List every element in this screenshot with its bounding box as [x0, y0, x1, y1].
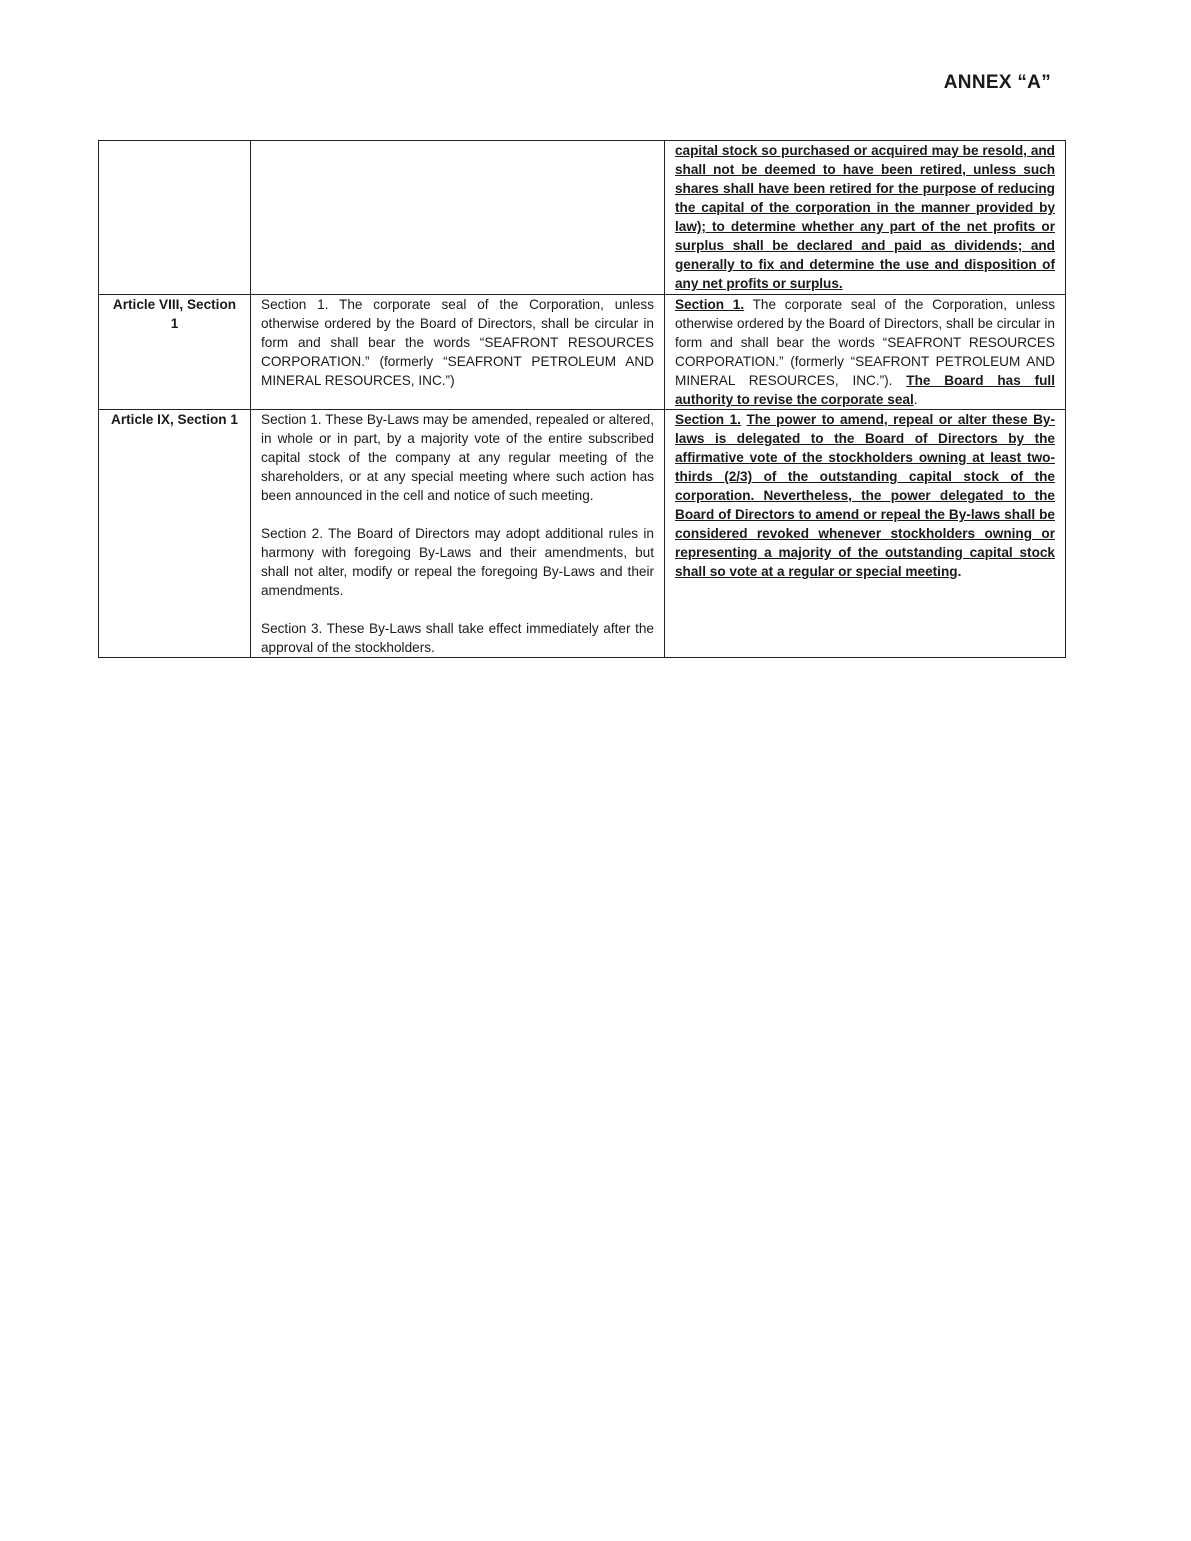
amended-text-bold: The Board has full authority to revise the corporate seal — [675, 373, 1055, 407]
table-row — [99, 410, 1066, 658]
section-heading: Section 1. — [675, 412, 741, 427]
amended-text-tail: . — [957, 564, 962, 579]
original-text-cell — [251, 410, 665, 658]
article-label-cell — [99, 141, 251, 295]
amended-text-bold: The power to amend, repeal or alter these By-laws is delegated to the Board of Directors by the affirmative vote of the stockholders owning at least two-thirds (2/3) of the outstanding capital stock of the corporation. Nevertheless, the power delegated to the Board of Directors to amend or repeal the By-laws shall be considered revoked whenever stockholders owning or representing a majority of the outstanding capital stock shall so vote at a regular or special meeting — [675, 412, 1056, 579]
article-label-cell: Article IX, Section 1 — [99, 410, 251, 658]
original-text-cell: Section 1. The corporate seal of the Corporation, unless otherwise ordered by the Board of Directors, shall be circular in form and shall bear the words “SEAFRONT RESOURCES CORPORATION.” (formerly “SEAFRONT PETROLEUM AND MINERAL RESOURCES, INC.”) — [251, 295, 665, 410]
amendment-table — [98, 140, 1066, 658]
amended-text-cell — [665, 410, 1066, 658]
table-row — [99, 295, 1066, 410]
amended-text-cell — [665, 141, 1066, 295]
amended-text-tail: . — [913, 392, 918, 407]
section-paragraph: Section 2. The Board of Directors may adopt additional rules in harmony with foregoing By-Laws and their amendments, but shall not alter, modify or repeal the foregoing By-Laws and their amendments. — [261, 526, 654, 598]
amended-text-bold: capital stock so purchased or acquired may be resold, and shall not be deemed to have been retired, unless such shares shall have been retired for the purpose of reducing the capital of the corporation in the manner provided by law); to determine whether any part of the net profits or surplus shall be declared and paid as dividends; and generally to fix and determine the use and disposition of any net profits or surplus. — [675, 143, 1055, 291]
amended-text-cell — [665, 295, 1066, 410]
section-paragraph: Section 3. These By-Laws shall take effect immediately after the approval of the stockholders. — [261, 621, 654, 655]
article-label-cell: Article VIII, Section 1 — [99, 295, 251, 410]
section-heading: Section 1. — [675, 297, 745, 312]
table-row — [99, 141, 1066, 295]
section-paragraph: Section 1. These By-Laws may be amended, repealed or altered, in whole or in part, by a majority vote of the entire subscribed capital stock of the company at any regular meeting of the shareholders, or at any special meeting where such action has been announced in the cell and notice of such meeting. — [261, 412, 654, 503]
original-text-cell — [251, 141, 665, 295]
annex-title: ANNEX “A” — [943, 72, 1051, 93]
amended-text-plain: The corporate seal of the Corporation, unless otherwise ordered by the Board of Directors, shall be circular in form and shall bear the words “SEAFRONT RESOURCES CORPORATION.” (formerly “SEAFRONT PETROLEUM AND MINERAL RESOURCES, INC.”). — [675, 297, 1055, 388]
